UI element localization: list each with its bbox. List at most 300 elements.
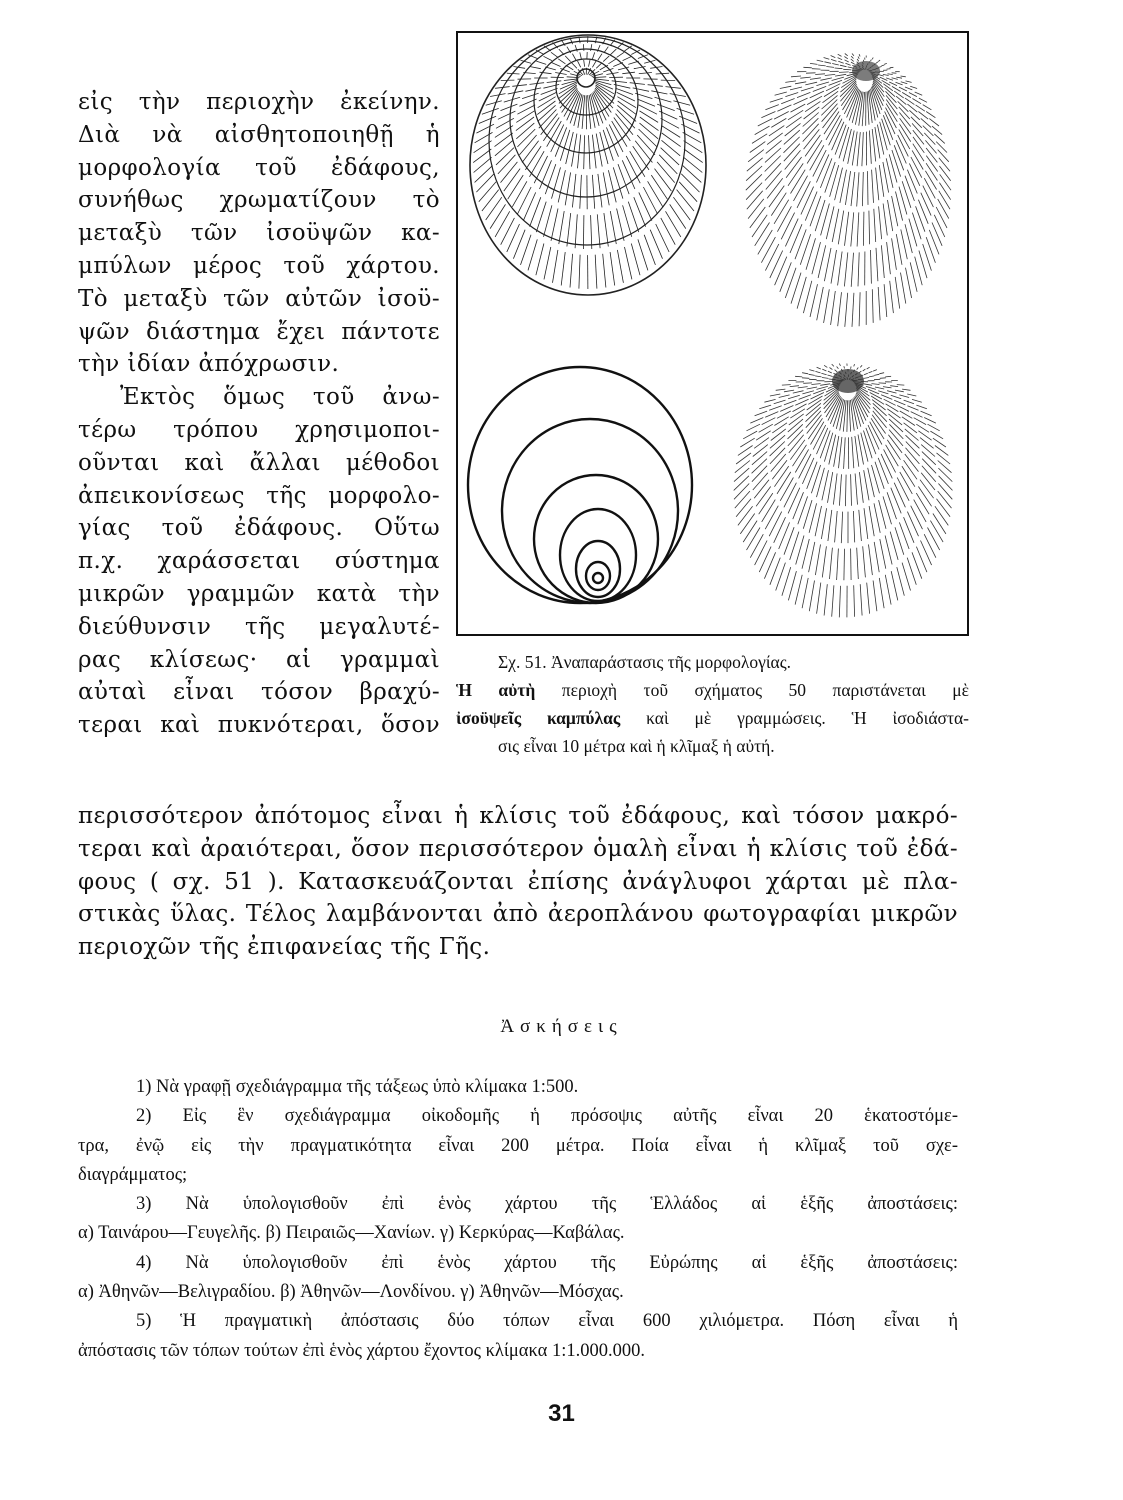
hachure-stroke [901, 273, 906, 304]
exercise-line: ἀπόστασις τῶν τόπων τούτων ἐπὶ ἑνὸς χάρτου ἔχοντος κλίμακα 1:1.000.000. [78, 1340, 645, 1361]
hachure-stroke [765, 163, 781, 180]
hachure-stroke [874, 542, 879, 572]
hachure-stroke [871, 59, 872, 61]
hachure-stroke [870, 393, 882, 400]
hachure-stroke [899, 129, 910, 149]
hachure-stroke [919, 98, 927, 102]
hachure-stroke [774, 466, 788, 487]
hachure-stroke [873, 370, 877, 372]
hachure-stroke [811, 393, 824, 400]
hachure-stroke [911, 412, 923, 418]
hachure-stroke [617, 97, 636, 108]
hachure-stroke [881, 65, 884, 66]
hachure-stroke [907, 512, 918, 537]
hachure-stroke [603, 56, 609, 62]
hachure-stroke [779, 395, 790, 398]
hachure-stroke [820, 158, 832, 188]
hachure-stroke [824, 365, 827, 367]
hachure-stroke [872, 58, 873, 60]
hachure-stroke [544, 205, 552, 237]
hachure-stroke [881, 395, 892, 400]
hachure-stroke [885, 536, 892, 565]
hachure-stroke [841, 512, 842, 543]
hachure-stroke [598, 54, 602, 60]
full-width-text [78, 800, 958, 964]
hachure-stroke [845, 63, 850, 65]
hachure-stroke [495, 133, 513, 147]
hachure-stroke [817, 60, 824, 62]
hachure-stroke [788, 571, 796, 600]
hachure-stroke [901, 229, 908, 259]
hachure-stroke [595, 255, 597, 289]
hachure-stroke [858, 57, 859, 59]
hachure-stroke [874, 374, 879, 375]
hachure-stroke [864, 373, 868, 375]
hachure-stroke [507, 73, 520, 74]
hachure-stroke [905, 176, 914, 201]
hachure-stroke [891, 395, 901, 398]
hachure-stroke [498, 155, 516, 174]
hachure-stroke [750, 418, 763, 424]
hachure-stroke [810, 91, 824, 98]
hachure-stroke [869, 211, 870, 245]
hachure-stroke [807, 462, 817, 489]
hachure-stroke [815, 376, 821, 377]
hachure-stroke [888, 200, 893, 231]
hachure-stroke [926, 148, 937, 162]
hachure-stroke [818, 245, 826, 278]
hachure-stroke [552, 63, 561, 67]
hachure-stroke [769, 406, 782, 411]
hachure-stroke [857, 548, 859, 579]
hachure-stroke [828, 510, 832, 541]
hachure-stroke [597, 214, 600, 248]
hachure-stroke [884, 449, 896, 472]
hachure-stroke [785, 123, 801, 136]
hachure-stroke [572, 54, 576, 60]
hachure-stroke [784, 130, 800, 144]
hachure-stroke [881, 245, 884, 278]
hachure-stroke [736, 453, 751, 464]
hachure-stroke [519, 135, 536, 155]
hachure-stroke [815, 74, 825, 75]
hachure-stroke [536, 61, 546, 64]
hachure-stroke [851, 62, 855, 64]
hachure-stroke [538, 97, 556, 108]
hachure-stroke [786, 157, 802, 178]
hachure-stroke [907, 406, 918, 411]
hachure-stroke [801, 187, 814, 215]
hachure-stroke [876, 62, 878, 64]
hachure-stroke [495, 211, 510, 237]
left-column-text [78, 86, 440, 742]
hachure-stroke [894, 145, 904, 170]
text-line: διεύθυνσιν τῆς μεγαλυτέ- [78, 613, 440, 640]
caption-text: καὶ μὲ γραμμώσεις. Ἡ ἰσοδιάστα- [620, 708, 969, 728]
hachure-stroke [677, 108, 694, 114]
hachure-stroke [788, 430, 803, 446]
hachure-stroke [767, 178, 783, 198]
hachure-stroke [855, 436, 859, 467]
hachure-stroke [774, 517, 786, 543]
hachure-stroke [828, 375, 833, 377]
hachure-stroke [770, 442, 785, 457]
hachure-stroke [912, 99, 921, 104]
hachure-stroke [904, 460, 917, 479]
hachure-stroke [767, 133, 783, 145]
hachure-stroke [897, 567, 905, 596]
hachure-stroke [898, 101, 909, 111]
hachure-stroke [683, 166, 702, 183]
hachure-stroke [851, 253, 853, 287]
hachure-stroke [818, 65, 826, 66]
hachure-stroke [844, 437, 846, 469]
hachure-stroke [939, 183, 950, 200]
hachure-stroke [928, 528, 940, 551]
hachure-stroke [892, 196, 898, 226]
hachure-stroke [603, 130, 613, 161]
hachure-stroke [936, 142, 947, 153]
hachure-stroke [777, 206, 791, 231]
hachure-stroke [799, 395, 811, 400]
hachure-stroke [879, 67, 882, 68]
hachure-stroke [907, 558, 916, 585]
hachure-stroke [809, 503, 817, 533]
hachure-stroke [734, 476, 749, 491]
hachure-stroke [734, 468, 749, 482]
hachure-stroke [572, 134, 577, 167]
text-line: τεραι καὶ ἀραιότεραι, ὅσον περισσότερον ὁμαλὴ εἶναι ἡ κλίσις τοῦ ἐδά- [78, 835, 958, 862]
hachure-stroke [525, 88, 541, 91]
hachure-stroke [774, 417, 788, 426]
hachure-stroke [902, 466, 915, 487]
hachure-stroke [805, 82, 817, 85]
hachure-stroke [810, 196, 821, 226]
hachure-stroke [666, 211, 681, 237]
hachure-stroke [922, 452, 936, 465]
hachure-stroke [622, 72, 635, 74]
hachure-stroke [498, 111, 516, 119]
hachure-stroke [902, 563, 910, 591]
hachure-stroke [890, 532, 898, 560]
hachure-stroke [604, 47, 608, 53]
hachure-stroke [603, 254, 606, 288]
hachure-stroke [813, 150, 826, 177]
hachure-stroke [592, 61, 596, 67]
hachure-stroke [828, 472, 833, 503]
hachure-stroke [880, 539, 886, 569]
hachure-stroke [875, 387, 884, 389]
hachure-stroke [755, 411, 768, 416]
hachure-stroke [829, 80, 842, 85]
hachure-stroke [839, 72, 849, 73]
hachure-stroke [631, 244, 640, 276]
hachure-stroke [939, 191, 950, 209]
hachure-stroke [914, 418, 926, 425]
hachure-stroke [864, 431, 873, 459]
hachure-stroke [894, 91, 904, 98]
caption-line [456, 704, 969, 732]
hachure-stroke [894, 400, 905, 405]
hachure-stroke [817, 386, 828, 389]
hachure-stroke [909, 93, 917, 97]
hachure-stroke [785, 81, 796, 83]
hachure-stroke [551, 52, 558, 57]
text-line: στικὰς ὕλας. Τέλος λαμβάνονται ἀπὸ ἀεροπλάνου φωτογραφίαι μικρῶν [78, 901, 958, 928]
hachure-stroke [765, 506, 778, 530]
hachure-stroke [555, 73, 567, 75]
hachure-stroke [886, 404, 899, 412]
hachure-stroke [864, 508, 868, 539]
hachure-stroke [902, 389, 910, 390]
hachure-stroke [640, 117, 659, 131]
hachure-stroke [579, 255, 580, 289]
hachure-stroke [879, 500, 886, 529]
hachure-stroke [936, 207, 947, 228]
hachure-stroke [637, 135, 655, 155]
hachure-stroke [752, 452, 767, 465]
hachure-stroke [839, 474, 841, 505]
hachure-stroke [782, 567, 791, 596]
hachure-stroke [809, 542, 815, 572]
hachure-stroke [790, 386, 799, 387]
hachure-stroke [795, 449, 808, 472]
hachure-stroke [923, 126, 934, 136]
hachure-stroke [904, 423, 917, 433]
hachure-stroke [793, 404, 807, 412]
hachure-stroke [651, 91, 667, 94]
text-line: γίας τοῦ ἐδάφους. Οὕτω [78, 515, 440, 542]
hachure-stroke [475, 166, 493, 183]
hachure-stroke [512, 181, 527, 207]
hachure-stroke [662, 140, 681, 156]
caption-text: περιοχὴ τοῦ σχήματος 50 παριστάνεται μὲ [535, 680, 969, 700]
hachure-stroke [476, 124, 494, 133]
hachure-stroke [824, 584, 827, 615]
hachure-stroke [857, 59, 859, 61]
hachure-stroke [747, 528, 761, 551]
hachure-stroke [911, 157, 922, 178]
hachure-stroke [735, 491, 750, 508]
hachure-stroke [938, 461, 952, 473]
hachure-stroke [869, 506, 874, 536]
hachure-stroke [604, 213, 608, 246]
hachure-stroke [915, 92, 923, 95]
hachure-stroke [924, 178, 935, 198]
text-line: μορφολογία τοῦ ἐδάφους, [78, 154, 440, 181]
hachure-stroke [754, 480, 769, 499]
hachure-stroke [655, 97, 672, 102]
hachure-stroke [837, 367, 839, 369]
hachure-stroke [876, 248, 878, 281]
hachure-stroke [879, 206, 882, 239]
hachure-stroke [813, 389, 826, 394]
hachure-stroke [851, 367, 852, 369]
hachure-stroke [802, 391, 814, 394]
hachure-stroke [857, 368, 859, 370]
hachure-stroke [817, 287, 824, 320]
hachure-stroke [884, 284, 887, 317]
text-line: π.χ. χαράσσεται σύστημα [78, 548, 440, 575]
hachure-stroke [855, 474, 857, 505]
hachure-stroke [781, 99, 794, 104]
hachure-stroke [776, 389, 786, 390]
exercise-line: 3) Νὰ ὑπολογισθοῦν ἐπὶ ἑνὸς χάρτου τῆς Ἑλλάδος αἱ ἑξῆς ἀποστάσεις: [136, 1194, 958, 1215]
hachure-stroke [860, 365, 862, 367]
hachure-stroke [617, 209, 625, 241]
hachure-stroke [809, 581, 814, 612]
hachure-stroke [826, 84, 840, 91]
hachure-stroke [766, 171, 782, 190]
hachure-stroke [517, 129, 535, 147]
hachure-stroke [831, 56, 836, 58]
hachure-stroke [909, 163, 919, 185]
hachure-stroke [774, 112, 789, 120]
hachure-stroke [516, 123, 534, 139]
hachure-stroke [824, 248, 831, 281]
hachure-stroke [746, 174, 762, 190]
hachure-stroke [523, 73, 535, 74]
hachure-stroke [670, 204, 686, 228]
hachure-stroke [838, 292, 842, 326]
hachure-stroke [810, 78, 821, 80]
hachure-stroke [589, 60, 591, 67]
hachure-stroke [833, 474, 837, 505]
hachure-stroke [765, 156, 781, 172]
caption-bold: Ἡ αὐτὴ [456, 680, 536, 700]
hachure-stroke [884, 63, 887, 64]
hachure-stroke [810, 63, 818, 64]
hachure-stroke [918, 112, 928, 120]
hachure-stroke [612, 81, 627, 83]
hachure-stroke [887, 409, 900, 418]
hachure-stroke [885, 575, 891, 605]
hachure-stroke [897, 406, 909, 412]
hachure-stroke [802, 578, 808, 608]
hachure-stroke [890, 67, 894, 68]
hachure-stroke [847, 400, 848, 432]
exercise-line: α) Ἀθηνῶν—Βελιγραδίου. β) Ἀθηνῶν—Λονδίνου. γ) Ἀθηνῶν—Μόσχας. [78, 1282, 624, 1303]
hachure-stroke [921, 445, 935, 457]
hachure-stroke [822, 369, 826, 371]
hachure-stroke [508, 91, 524, 94]
hachure-stroke [816, 82, 829, 86]
hachure-stroke [837, 549, 839, 581]
hachure-stroke [921, 473, 935, 490]
caption-line: Σχ. 51. Ἀναπαράστασις τῆς μορφολογίας. [498, 652, 792, 672]
hachure-stroke [747, 191, 763, 209]
hachure-stroke [774, 200, 789, 224]
hachure-stroke [832, 77, 844, 80]
hachure-stroke [851, 212, 854, 246]
hachure-stroke [869, 371, 873, 373]
hachure-stroke [914, 500, 926, 522]
hachure-stroke [906, 448, 920, 464]
hachure-stroke [495, 140, 513, 156]
hachure-stroke [803, 113, 819, 127]
hachure-stroke [782, 385, 791, 386]
hachure-stroke [876, 168, 879, 201]
hachure-stroke [486, 101, 502, 105]
hachure-stroke [831, 291, 836, 325]
hachure-stroke [802, 539, 809, 569]
hachure-stroke [516, 117, 534, 131]
hachure-stroke [859, 510, 862, 541]
hachure-stroke [798, 387, 808, 388]
exercise-line: 4) Νὰ ὑπολογισθοῦν ἐπὶ ἑνὸς χάρτου τῆς Εὐρώπης αἱ ἑξῆς ἀποστάσεις: [136, 1252, 958, 1273]
hachure-stroke [895, 277, 900, 309]
caption-line: σις εἶναι 10 μέτρα καὶ ἡ κλῖμαξ ἡ αὐτή. [498, 736, 775, 756]
hachure-stroke [544, 247, 551, 279]
hachure-stroke [775, 257, 787, 286]
hachure-stroke [734, 484, 749, 500]
hachure-stroke [838, 252, 843, 286]
hachure-stroke [849, 400, 851, 431]
hachure-stroke [863, 546, 866, 577]
hachure-stroke [874, 503, 880, 533]
hachure-stroke [567, 213, 571, 246]
hachure-stroke [889, 430, 903, 446]
hachure-stroke [592, 135, 596, 169]
hachure-stroke [490, 204, 505, 228]
hachure-stroke [764, 399, 775, 402]
hachure-stroke [770, 448, 785, 464]
hachure-stroke [788, 163, 803, 185]
hachure-stroke [794, 98, 808, 105]
hachure-stroke [892, 238, 897, 269]
hachure-stroke [616, 88, 634, 94]
hachure-stroke [633, 146, 649, 170]
hachure-stroke [758, 230, 773, 255]
hachure-stroke [551, 209, 558, 241]
hachure-stroke [879, 373, 884, 374]
hachure-stroke [923, 105, 932, 110]
hachure-stroke [547, 81, 562, 83]
hachure-stroke [755, 541, 768, 566]
hachure-stroke [755, 223, 770, 246]
hachure-stroke [476, 174, 494, 192]
hachure-stroke [899, 107, 910, 119]
hachure-stroke [807, 96, 822, 104]
contour-hachure-diagram [470, 35, 706, 295]
hachure-stroke [934, 134, 945, 144]
hachure-stroke [789, 414, 804, 425]
hachure-stroke [640, 123, 659, 139]
hachure-stroke [871, 250, 872, 284]
hachure-stroke [578, 61, 581, 67]
hachure-stroke [583, 44, 584, 51]
hachure-stroke [559, 49, 564, 55]
hachure-stroke [788, 110, 803, 120]
hachure-stroke [801, 87, 814, 91]
hachure-stroke [791, 104, 806, 112]
hachure-stroke [912, 150, 923, 169]
hachure-stroke [838, 61, 843, 63]
hachure-stroke [863, 369, 866, 371]
hachure-stroke [781, 213, 794, 240]
hachure-stroke [777, 105, 791, 111]
hachure-stroke [793, 492, 804, 519]
hachure-stroke [851, 549, 852, 581]
hachure-stroke [902, 417, 915, 426]
hachure-stroke [843, 69, 851, 70]
hachure-stroke [643, 187, 657, 214]
hachure-stroke [905, 454, 919, 472]
hachure-stroke [795, 376, 802, 377]
hachure-stroke [869, 376, 874, 377]
hachure-stroke [928, 424, 940, 431]
hachure-stroke [844, 366, 845, 368]
